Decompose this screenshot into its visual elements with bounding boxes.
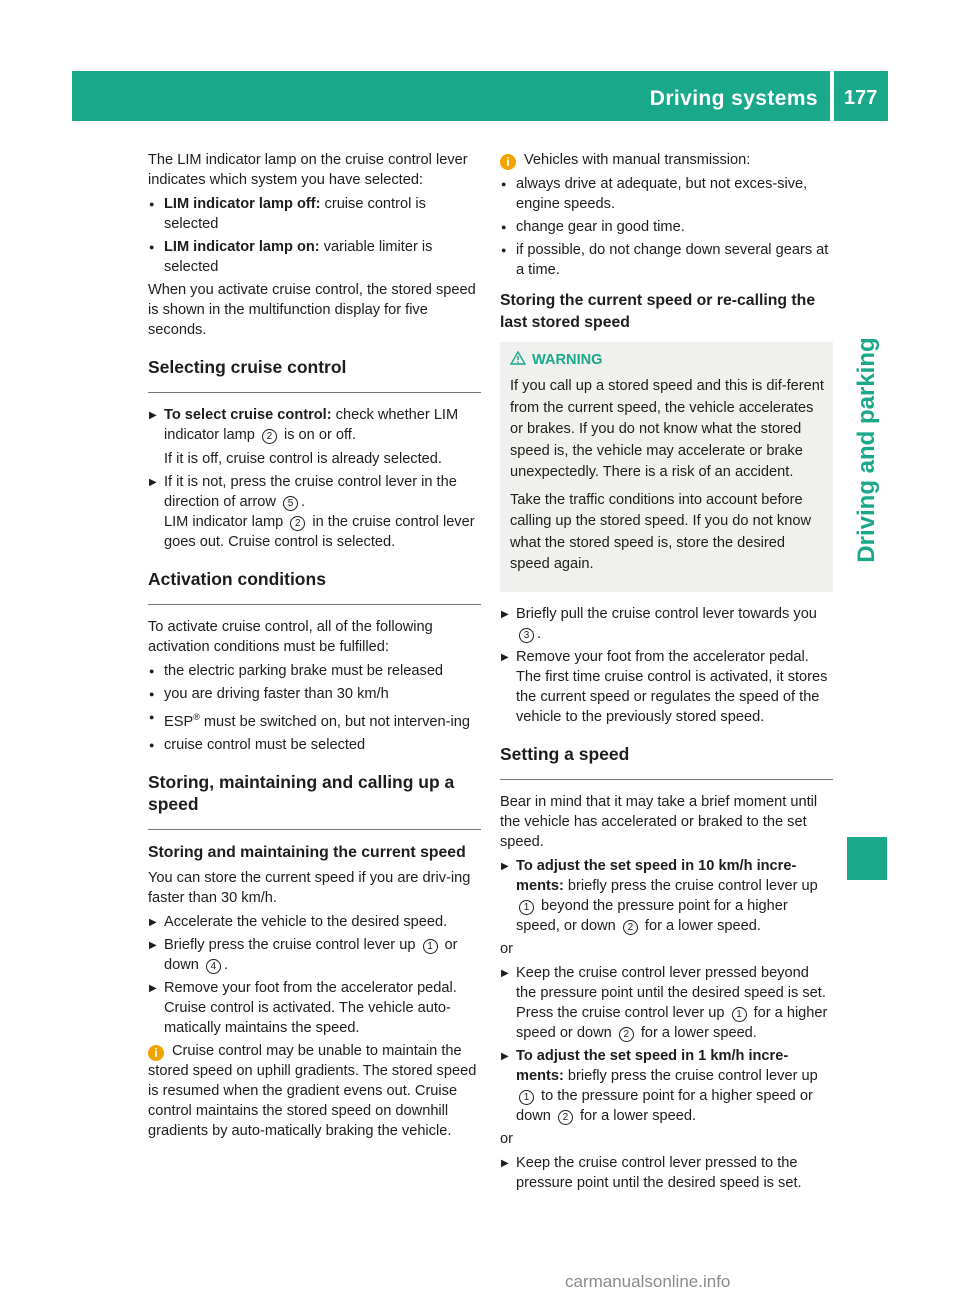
callout-number: 2 xyxy=(262,429,277,444)
text: . xyxy=(301,494,306,510)
text: or down xyxy=(164,937,458,973)
action-step xyxy=(148,935,481,975)
side-chapter-label xyxy=(847,300,887,600)
callout-number: 2 xyxy=(619,1027,634,1042)
text: briefly press the cruise control lever up xyxy=(563,877,818,894)
text: to the pressure point for a higher speed or down xyxy=(516,1087,813,1124)
list-item: ● change gear in good time. xyxy=(500,217,833,237)
callout-number: 2 xyxy=(623,920,638,935)
heading-activation: Activation conditions xyxy=(148,568,481,605)
callout-number: 1 xyxy=(519,1090,534,1105)
text: Keep the cruise control lever pressed beyond the pressure point until the desired speed is set. Press the cruise control lever up xyxy=(516,964,826,1021)
warning-box xyxy=(500,342,833,592)
subheading-store-maintain: Storing and maintaining the current speed xyxy=(148,844,466,861)
page-number-box xyxy=(834,71,888,121)
section-title: Driving systems xyxy=(649,87,818,110)
info-icon: i xyxy=(148,1045,164,1061)
heading-setting: Setting a speed xyxy=(500,743,833,780)
header-bar xyxy=(72,71,830,121)
action-step xyxy=(500,604,833,644)
callout-number: 1 xyxy=(519,900,534,915)
text: variable limiter is selected xyxy=(164,239,433,275)
lim-intro: The LIM indicator lamp on the cruise control lever indicates which system you have selected: xyxy=(148,152,468,188)
action-step xyxy=(148,405,481,469)
action-step: ▶ Keep the cruise control lever pressed to the pressure point until the desired speed is set. xyxy=(500,1153,833,1193)
text: . xyxy=(537,625,542,642)
action-step xyxy=(500,963,833,1043)
setting-steps xyxy=(500,856,833,936)
callout-number: 4 xyxy=(206,959,221,974)
text: check whether LIM indicator lamp xyxy=(164,407,459,443)
text: for a lower speed. xyxy=(575,1107,697,1124)
side-chapter-tab xyxy=(847,837,887,880)
callout-number: 5 xyxy=(283,496,298,511)
text: briefly press the cruise control lever up xyxy=(563,1067,818,1084)
text: for a higher speed or down xyxy=(516,1004,828,1041)
action-step xyxy=(148,472,481,552)
recall-steps xyxy=(500,604,833,727)
text: for a lower speed. xyxy=(640,917,761,934)
action-step xyxy=(500,856,833,936)
list-item xyxy=(148,707,481,732)
step-note: If it is off, cruise control is already selected. xyxy=(164,451,442,467)
term: To adjust the set speed in 1 km/h incre-ments: xyxy=(516,1047,789,1084)
store-steps xyxy=(148,912,481,1038)
action-step: ▶ Remove your foot from the accelerator pedal. The first time cruise control is activated, it stores the current speed or regulates the speed of the vehicle to the previously stored speed. xyxy=(500,647,833,727)
text: in the cruise control lever goes out. Cruise control is selected. xyxy=(164,514,475,550)
callout-number: 2 xyxy=(558,1110,573,1125)
registered-mark: ® xyxy=(193,712,200,722)
info-icon: i xyxy=(500,154,516,170)
list-item: ● if possible, do not change down several gears at a time. xyxy=(500,240,833,280)
list-item xyxy=(148,194,481,234)
text: for a lower speed. xyxy=(636,1024,757,1041)
text: ESP xyxy=(164,714,194,730)
setting-steps-final xyxy=(500,1153,833,1193)
term: To select cruise control: xyxy=(164,407,332,423)
text: is on or off. xyxy=(279,427,356,443)
watermark: carmanualsonline.info xyxy=(565,1272,731,1291)
activation-list xyxy=(148,661,481,755)
right-column xyxy=(500,150,833,1196)
lim-list xyxy=(148,194,481,277)
text: must be switched on, but not interven-ing xyxy=(199,714,470,730)
list-item: ● the electric parking brake must be released xyxy=(148,661,481,681)
info-note-uphill xyxy=(148,1041,481,1141)
info-text: Cruise control may be unable to maintain the stored speed on uphill gradients. The stored speed is resumed when the gradient evens out. Cruise control maintains the stored speed on downhill gradients by auto-matically braking the vehicle. xyxy=(148,1043,477,1139)
callout-number: 2 xyxy=(290,516,305,531)
text: . xyxy=(223,957,229,973)
setting-steps-alt xyxy=(500,963,833,1126)
callout-number: 3 xyxy=(519,628,534,643)
heading-recall: Storing the current speed or re-calling the last stored speed xyxy=(500,292,816,331)
select-steps xyxy=(148,405,481,552)
manual-list xyxy=(500,174,833,280)
warning-paragraph: Take the traffic conditions into account before calling up the stored speed. If you do not know what the stored speed is, store the desired speed again. xyxy=(510,491,811,572)
store-intro: You can store the current speed if you are driv-ing faster than 30 km/h. xyxy=(148,870,471,906)
text: Briefly pull the cruise control lever towards you xyxy=(516,605,817,622)
info-text: Vehicles with manual transmission: xyxy=(524,152,751,168)
term: To adjust the set speed in 10 km/h incre-ments: xyxy=(516,857,797,894)
action-step xyxy=(500,1046,833,1126)
left-column xyxy=(148,150,481,1145)
callout-number: 1 xyxy=(423,939,438,954)
list-item: ● you are driving faster than 30 km/h xyxy=(148,684,481,704)
warning-title: WARNING xyxy=(532,352,603,368)
warning-title-row xyxy=(510,350,825,370)
term: LIM indicator lamp off: xyxy=(164,196,321,212)
action-step: ▶ Accelerate the vehicle to the desired speed. xyxy=(148,912,481,932)
action-step: ▶ Remove your foot from the accelerator pedal. Cruise control is activated. The vehicle auto-matically maintains the speed. xyxy=(148,978,481,1038)
heading-selecting: Selecting cruise control xyxy=(148,356,481,393)
term: LIM indicator lamp on: xyxy=(164,239,320,255)
or-separator: or xyxy=(500,1130,513,1147)
side-chapter-text: Driving and parking xyxy=(853,337,880,563)
text: cruise control is selected xyxy=(164,196,426,232)
text: LIM indicator lamp xyxy=(164,514,288,530)
text: beyond the pressure point for a higher speed, or down xyxy=(516,897,788,934)
activate-paragraph: When you activate cruise control, the stored speed is shown in the multifunction display for five seconds. xyxy=(148,282,476,338)
info-note-manual xyxy=(500,150,833,170)
setting-intro: Bear in mind that it may take a brief moment until the vehicle has accelerated or braked to the set speed. xyxy=(500,793,818,850)
page-number: 177 xyxy=(844,87,878,109)
warning-paragraph: If you call up a stored speed and this is dif-ferent from the current speed, the vehicle accelerates or brakes. If you do not know what the stored speed is, the vehicle may accelerate or brake unexpectedly. There is a risk of an accident. xyxy=(510,378,824,480)
callout-number: 1 xyxy=(732,1007,747,1022)
or-separator: or xyxy=(500,940,513,957)
list-item: ● cruise control must be selected xyxy=(148,735,481,755)
text: If it is not, press the cruise control lever in the direction of arrow xyxy=(164,474,457,510)
warning-triangle-icon xyxy=(510,351,526,365)
heading-storing: Storing, maintaining and calling up a speed xyxy=(148,771,481,830)
activation-intro: To activate cruise control, all of the following activation conditions must be fulfilled: xyxy=(148,619,433,655)
list-item: ● always drive at adequate, but not exces-sive, engine speeds. xyxy=(500,174,833,214)
list-item xyxy=(148,237,481,277)
text: Briefly press the cruise control lever up xyxy=(164,937,420,953)
